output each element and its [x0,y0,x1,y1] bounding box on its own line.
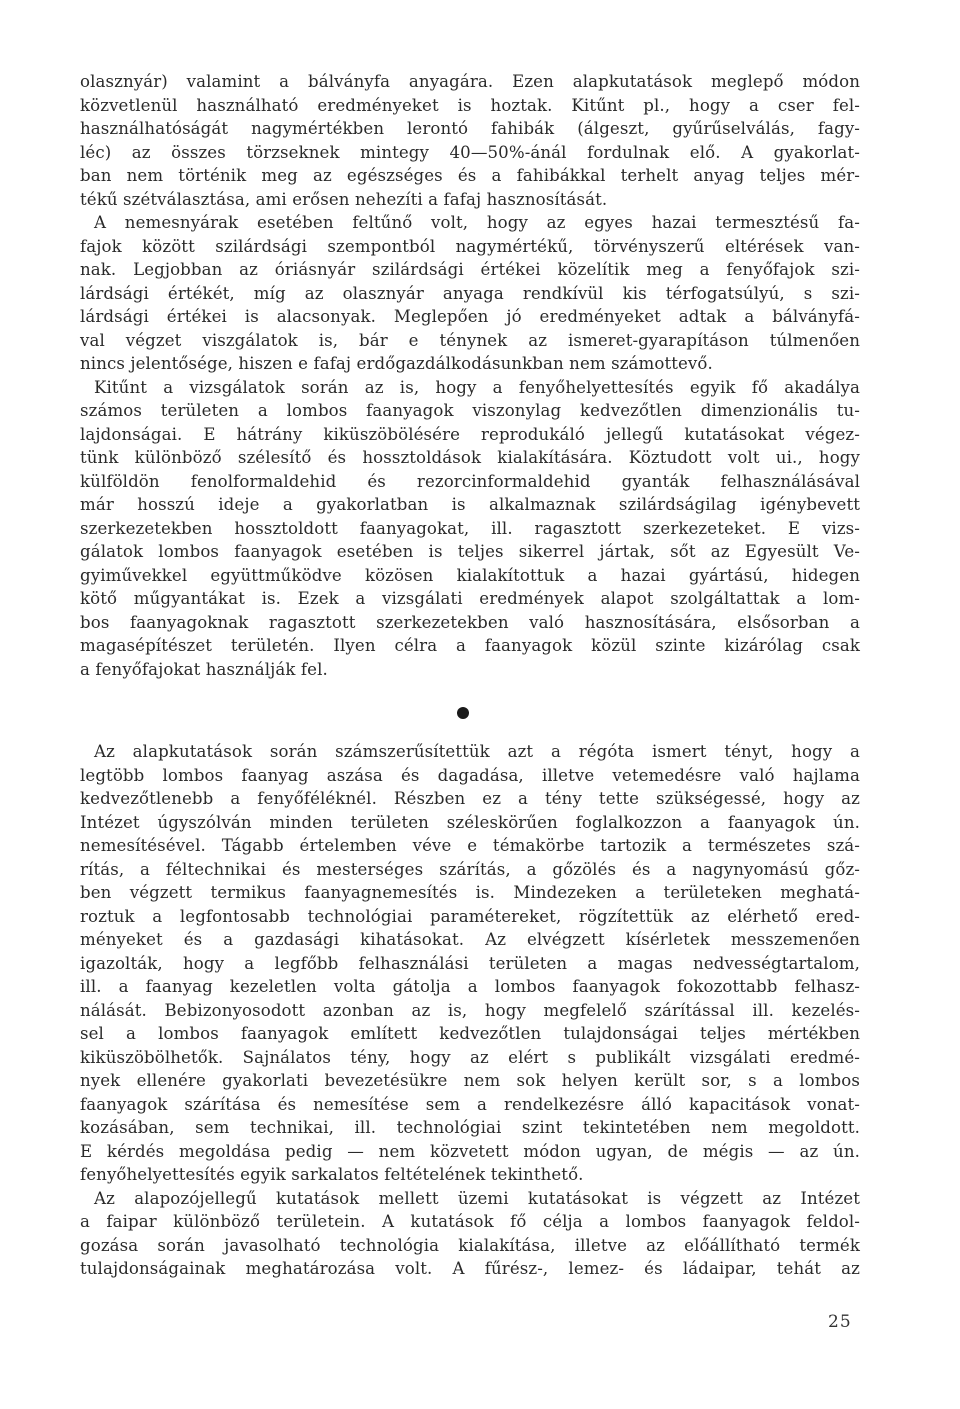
text-line: ben végzett termikus faanyagnemesítés is. Mindezeken a területeken meghatá- [80,883,860,902]
text-line: ményeket és a gazdasági kihatásokat. Az elvégzett kísérletek messzemenően [80,930,860,949]
text-line: tékű szétválasztása, ami erősen nehezíti a fafaj hasznosítását. [80,189,608,209]
text-line: olasznyár) valamint a bálványfa anyagára. Ezen alapkutatások meglepő módon [80,72,860,91]
text-line: a fenyőfajokat használják fel. [80,659,328,679]
text-line: tünk különböző szélesítő és hossztoldások kialakítására. Köztudott volt ui., hogy [80,448,860,467]
text-line: val végzet viszgálatok is, bár e ténynek az ismeret-gyarapításon túlmenően [80,330,860,350]
text-line: tulajdonságainak meghatározása volt. A fűrész-, lemez- és ládaipar, tehát az [80,1259,860,1278]
text-line: E kérdés megoldása pedig — nem közvetett módon ugyan, de mégis — az ún. [80,1141,860,1161]
text-line: gálatok lombos faanyagok esetében is teljes sikerrel jártak, sőt az Egyesült Ve- [80,542,860,561]
text-line: rítás, a féltechnikai és mesterséges szárítás, a gőzölés és a nagynyomású gőz- [80,859,860,879]
section-separator-bullet [457,707,469,719]
text-line: a faipar különböző területein. A kutatások fő célja a lombos faanyagok feldol- [80,1212,860,1231]
text-line: faanyagok szárítása és nemesítése sem a rendelkezésre álló kapacitások vonat- [80,1094,860,1114]
text-line: fenyőhelyettesítés egyik sarkalatos feltételének tekinthető. [80,1165,584,1184]
text-line: kedvezőtlenebb a fenyőféléknél. Részben ez a tény tette szükségessé, hogy az [80,789,860,808]
paragraph [80,1187,860,1281]
text-line: fajok között szilárdsági szempontból nagymértékű, törvényszerű eltérések van- [80,236,860,256]
text-section-upper [80,70,860,681]
text-line: Az alapozójellegű kutatások mellett üzemi kutatásokat is végzett az Intézet [94,1188,860,1208]
text-line: számos területen a lombos faanyagok viszonylag kedvezőtlen dimenzionális tu- [80,401,860,420]
text-line: közvetlenül használható eredményeket is hoztak. Kitűnt pl., hogy a cser fel- [80,95,860,115]
text-line: legtöbb lombos faanyag aszása és dagadása, illetve vetemedésre való hajlama [80,765,860,785]
paragraph [80,211,860,376]
text-line: nemesítésével. Tágabb értelemben véve e témakörbe tartozik a természetes szá- [80,836,860,855]
text-line: már hosszú ideje a gyakorlatban is alkalmaznak szilárdságilag igénybevett [80,495,860,514]
text-line: lárdsági értékei is alacsonyak. Meglepően jó eredményeket adtak a bálványfá- [80,307,860,326]
text-line: Intézet úgyszólván minden területen széleskörűen foglalkozzon a faanyagok ún. [80,812,860,832]
paragraph [80,740,860,1187]
text-line: roztuk a legfontosabb technológiai paramétereket, rögzítettük az elérhető ered- [80,906,860,926]
text-line: lárdsági értékét, míg az olasznyár anyaga rendkívül kis térfogatsúlyú, s szi- [80,283,860,303]
text-line: lajdonságai. E hátrány kiküszöbölésére reprodukáló jellegű kutatásokat végez- [80,424,860,444]
text-line: gozása során javasolható technológia kialakítása, illetve az előállítható termék [80,1235,860,1255]
text-line: nyek ellenére gyakorlati bevezetésükre nem sok helyen került sor, s a lombos [80,1071,860,1090]
text-line: nálását. Bebizonyosodott azonban az is, hogy megfelelő szárítással ill. kezelés- [80,1000,860,1020]
text-line: Az alapkutatások során számszerűsítettük azt a régóta ismert tényt, hogy a [94,742,860,761]
text-line: léc) az összes törzseknek mintegy 40—50%-ánál fordulnak elő. A gyakorlat- [80,142,860,162]
text-line: használhatóságát nagymértékben lerontó fahibák (álgeszt, gyűrűselválás, fagy- [80,119,860,138]
text-line: A nemesnyárak esetében feltűnő volt, hogy az egyes hazai termesztésű fa- [94,213,860,232]
text-line: bos faanyagoknak ragasztott szerkezetekben való hasznosítására, elsősorban a [80,612,860,632]
text-line: gyiművekkel együttműködve közösen kialakítottuk a hazai gyártású, hidegen [80,565,860,585]
text-line: magasépítészet területén. Ilyen célra a faanyagok közül szinte kizárólag csak [80,636,860,655]
text-line: nincs jelentősége, hiszen e fafaj erdőgazdálkodásunkban nem számottevő. [80,354,713,373]
text-line: szerkezetekben hossztoldott faanyagokat, ill. ragasztott szerkezeteket. E vizs- [80,518,860,538]
text-line: ban nem történik meg az egészséges és a fahibákkal terhelt anyag teljes mér- [80,166,860,185]
text-line: külföldön fenolformaldehid és rezorcinformaldehid gyanták felhasználásával [80,471,860,491]
text-line: kozásában, sem technikai, ill. technológiai szint tekintetében nem megoldott. [80,1118,860,1137]
text-section-lower [80,740,860,1281]
text-line: kiküszöbölhetők. Sajnálatos tény, hogy az elért s publikált vizsgálati eredmé- [80,1047,860,1067]
paragraph [80,376,860,682]
text-line: igazolták, hogy a legfőbb felhasználási területen a magas nedvességtartalom, [80,953,860,973]
text-line: kötő műgyantákat is. Ezek a vizsgálati eredmények alapot szolgáltattak a lom- [80,589,860,608]
text-line: Kitűnt a vizsgálatok során az is, hogy a fenyőhelyettesítés egyik fő akadálya [94,377,860,397]
text-line: ill. a faanyag kezeletlen volta gátolja a lombos faanyagok fokozottabb felhasz- [80,977,860,996]
text-line: sel a lombos faanyagok említett kedvezőtlen tulajdonságai teljes mértékben [80,1024,860,1043]
page-number: 25 [828,1312,852,1332]
text-line: nak. Legjobban az óriásnyár szilárdsági értékei közelítik meg a fenyőfajok szi- [80,260,860,279]
paragraph [80,70,860,211]
